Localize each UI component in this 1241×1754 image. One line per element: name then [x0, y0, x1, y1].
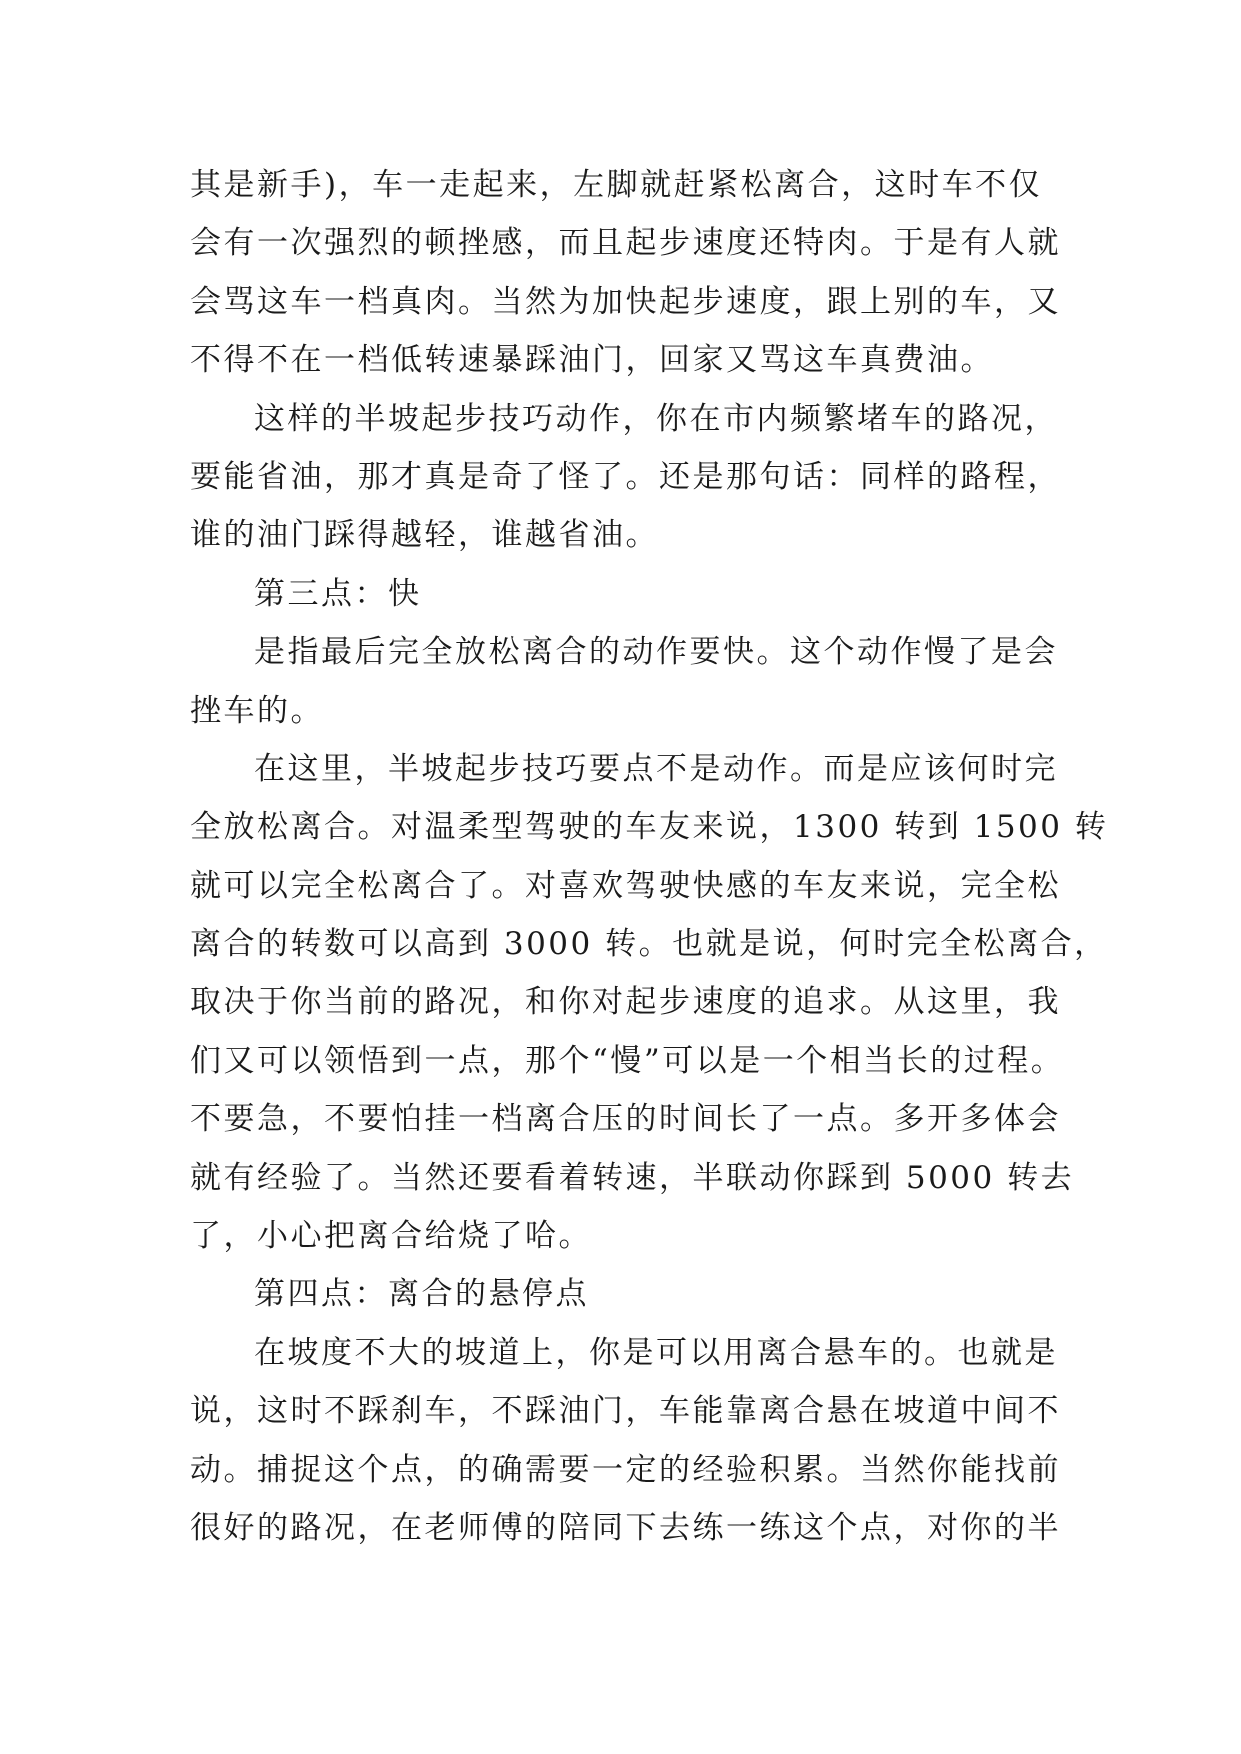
text-line: 动。捕捉这个点，的确需要一定的经验积累。当然你能找前 — [190, 1451, 1061, 1488]
body-text — [190, 156, 1109, 1557]
paragraph-first-line: 在这里，半坡起步技巧要点不是动作。而是应该何时完 — [254, 750, 1058, 787]
text-line: 全放松离合。对温柔型驾驶的车友来说，1300 转到 1500 转 — [190, 809, 1109, 846]
text-line: 其是新手)，车一走起来，左脚就赶紧松离合，这时车不仅 — [190, 167, 1043, 203]
text-line: 不要急，不要怕挂一档离合压的时间长了一点。多开多体会 — [190, 1101, 1061, 1138]
text-line: 说，这时不踩刹车，不踩油门，车能靠离合悬在坡道中间不 — [190, 1393, 1061, 1430]
text-line: 取决于你当前的路况，和你对起步速度的追求。从这里，我 — [190, 984, 1061, 1021]
text-line: 谁的油门踩得越轻，谁越省油。 — [190, 517, 659, 554]
text-line: 要能省油，那才真是奇了怪了。还是那句话：同样的路程， — [190, 458, 1061, 495]
text-line: 就有经验了。当然还要看着转速，半联动你踩到 5000 转去 — [190, 1159, 1075, 1196]
text-line: 了，小心把离合给烧了哈。 — [190, 1218, 592, 1255]
text-line: 就可以完全松离合了。对喜欢驾驶快感的车友来说，完全松 — [190, 867, 1061, 904]
paragraph-first-line: 在坡度不大的坡道上，你是可以用离合悬车的。也就是 — [254, 1334, 1058, 1371]
text-line: 们又可以领悟到一点，那个“慢”可以是一个相当长的过程。 — [190, 1042, 1065, 1079]
section-heading: 第四点：离合的悬停点 — [254, 1276, 589, 1313]
text-line: 离合的转数可以高到 3000 转。也就是说，何时完全松离合， — [190, 926, 1108, 963]
text-line: 很好的路况，在老师傅的陪同下去练一练这个点，对你的半 — [190, 1509, 1061, 1546]
paragraph-first-line: 这样的半坡起步技巧动作，你在市内频繁堵车的路况， — [254, 400, 1058, 437]
paragraph-first-line: 是指最后完全放松离合的动作要快。这个动作慢了是会 — [254, 634, 1058, 671]
section-heading: 第三点：快 — [254, 575, 422, 612]
text-line: 会骂这车一档真肉。当然为加快起步速度，跟上别的车，又 — [190, 283, 1061, 320]
text-line: 不得不在一档低转速暴踩油门，回家又骂这车真费油。 — [190, 342, 994, 379]
text-line: 会有一次强烈的顿挫感，而且起步速度还特肉。于是有人就 — [190, 225, 1061, 262]
text-line: 挫车的。 — [190, 692, 324, 729]
